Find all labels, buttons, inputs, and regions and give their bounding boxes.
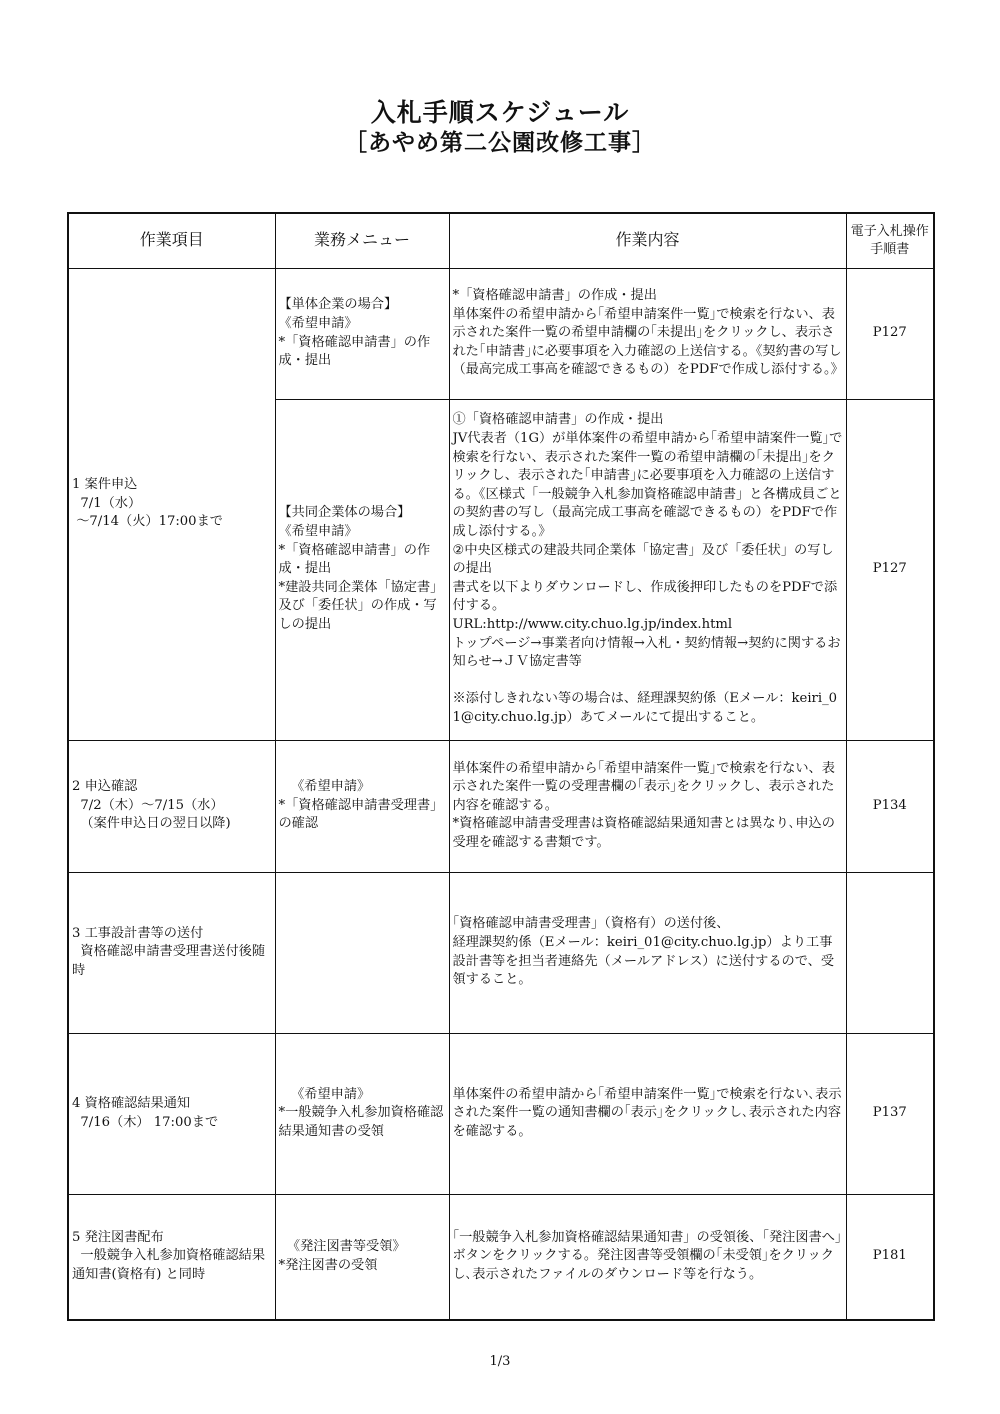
document-subtitle: ［あやめ第二公園改修工事］ xyxy=(344,130,656,156)
row4-page: P137 xyxy=(846,1033,934,1194)
row1-item: 1 案件申込 7/1（水） ～7/14（火）17:00まで xyxy=(68,268,275,740)
row1-page-jv: P127 xyxy=(846,399,934,740)
table-row xyxy=(68,1033,934,1194)
table-row xyxy=(68,872,934,1033)
row3-page xyxy=(846,872,934,1033)
row4-item: 4 資格確認結果通知 7/16（木） 17:00まで xyxy=(68,1033,275,1194)
row2-content: 単体案件の希望申請から｢希望申請案件一覧｣で検索を行ない、表示された案件一覧の受理書欄の｢表示｣をクリックし、表示された内容を確認する。 *資格確認申請書受理書は資格確認結果通知書とは異なり､申込の受理を確認する書類です。 xyxy=(449,740,846,872)
row3-menu xyxy=(275,872,449,1033)
row2-item: 2 申込確認 7/2（木）～7/15（水） （案件申込日の翌日以降) xyxy=(68,740,275,872)
row1-page-single: P127 xyxy=(846,268,934,399)
table-row xyxy=(68,1194,934,1320)
header-menu: 業務メニュー xyxy=(275,213,449,268)
table-row xyxy=(68,268,934,399)
row5-content: ｢一般競争入札参加資格確認結果通知書」の受領後、「発注図書へ」ボタンをクリックする。発注図書等受領欄の｢未受領｣をクリックし､表示されたファイルのダウンロード等を行なう。 xyxy=(449,1194,846,1320)
table-row xyxy=(68,740,934,872)
header-manual: 電子入札操作手順書 xyxy=(846,213,934,268)
row4-content: 単体案件の希望申請から｢希望申請案件一覧｣で検索を行ない､表示された案件一覧の通知書欄の｢表示｣をクリックし､表示された内容を確認する。 xyxy=(449,1033,846,1194)
row4-menu: 《希望申請》 *一般競争入札参加資格確認結果通知書の受領 xyxy=(275,1033,449,1194)
row3-content: ｢資格確認申請書受理書」（資格有）の送付後、 経理課契約係（Eメール：keiri_01@city.chuo.lg.jp）より工事設計書等を担当者連絡先（メールアドレス）に送付するので、受領すること。 xyxy=(449,872,846,1033)
row2-menu: 《希望申請》 *「資格確認申請書受理書」の確認 xyxy=(275,740,449,872)
row1-menu-jv: 【共同企業体の場合】 《希望申請》 *「資格確認申請書」の作成・提出 *建設共同企業体「協定書」及び「委任状」の作成・写しの提出 xyxy=(275,399,449,740)
document-title: 入札手順スケジュール xyxy=(370,98,630,127)
row5-item: 5 発注図書配布 一般競争入札参加資格確認結果通知書(資格有) と同時 xyxy=(68,1194,275,1320)
header-item: 作業項目 xyxy=(68,213,275,268)
header-content: 作業内容 xyxy=(449,213,846,268)
row1-content-jv: ①「資格確認申請書」の作成・提出 JV代表者（1G）が単体案件の希望申請から｢希望申請案件一覧｣で検索を行ない、表示された案件一覧の希望申請欄の｢未提出｣をクリックし、表示された｢申請書｣に必要事項を入力確認の上送信する。《区様式「一般競争入札参加資格確認申請書」と各構成員ごとの契約書の写し（最高完成工事高を確認できるもの）をPDFで作成し添付する。》 ②中央区様式の建設共同企業体「協定書」及び「委任状」の写しの提出 書式を以下よりダウンロードし、作成後押印したものをPDFで添付する。 URL:http://www.city.chuo.lg.jp/index.html トップページ→事業者向け情報→入札・契約情報→契約に関するお知らせ→ＪＶ協定書等 ※添付しきれない等の場合は、経理課契約係（Eメール：keiri_01@city.chuo.lg.jp）あてメールにて提出すること。 xyxy=(449,399,846,740)
row1-content-single: *「資格確認申請書」の作成・提出 単体案件の希望申請から｢希望申請案件一覧｣で検索を行ない、表示された案件一覧の希望申請欄の｢未提出｣をクリックし、表示された｢申請書｣に必要事項を入力確認の上送信する。《契約書の写し（最高完成工事高を確認できるもの）をPDFで作成し添付する。》 xyxy=(449,268,846,399)
table-header-row xyxy=(68,213,934,268)
page-number: 1/3 xyxy=(489,1354,511,1369)
row5-page: P181 xyxy=(846,1194,934,1320)
row3-item: 3 工事設計書等の送付 資格確認申請書受理書送付後随時 xyxy=(68,872,275,1033)
row1-menu-single: 【単体企業の場合】 《希望申請》 *「資格確認申請書」の作成・提出 xyxy=(275,268,449,399)
schedule-table xyxy=(67,212,935,1321)
row2-page: P134 xyxy=(846,740,934,872)
row5-menu: 《発注図書等受領》 *発注図書の受領 xyxy=(275,1194,449,1320)
